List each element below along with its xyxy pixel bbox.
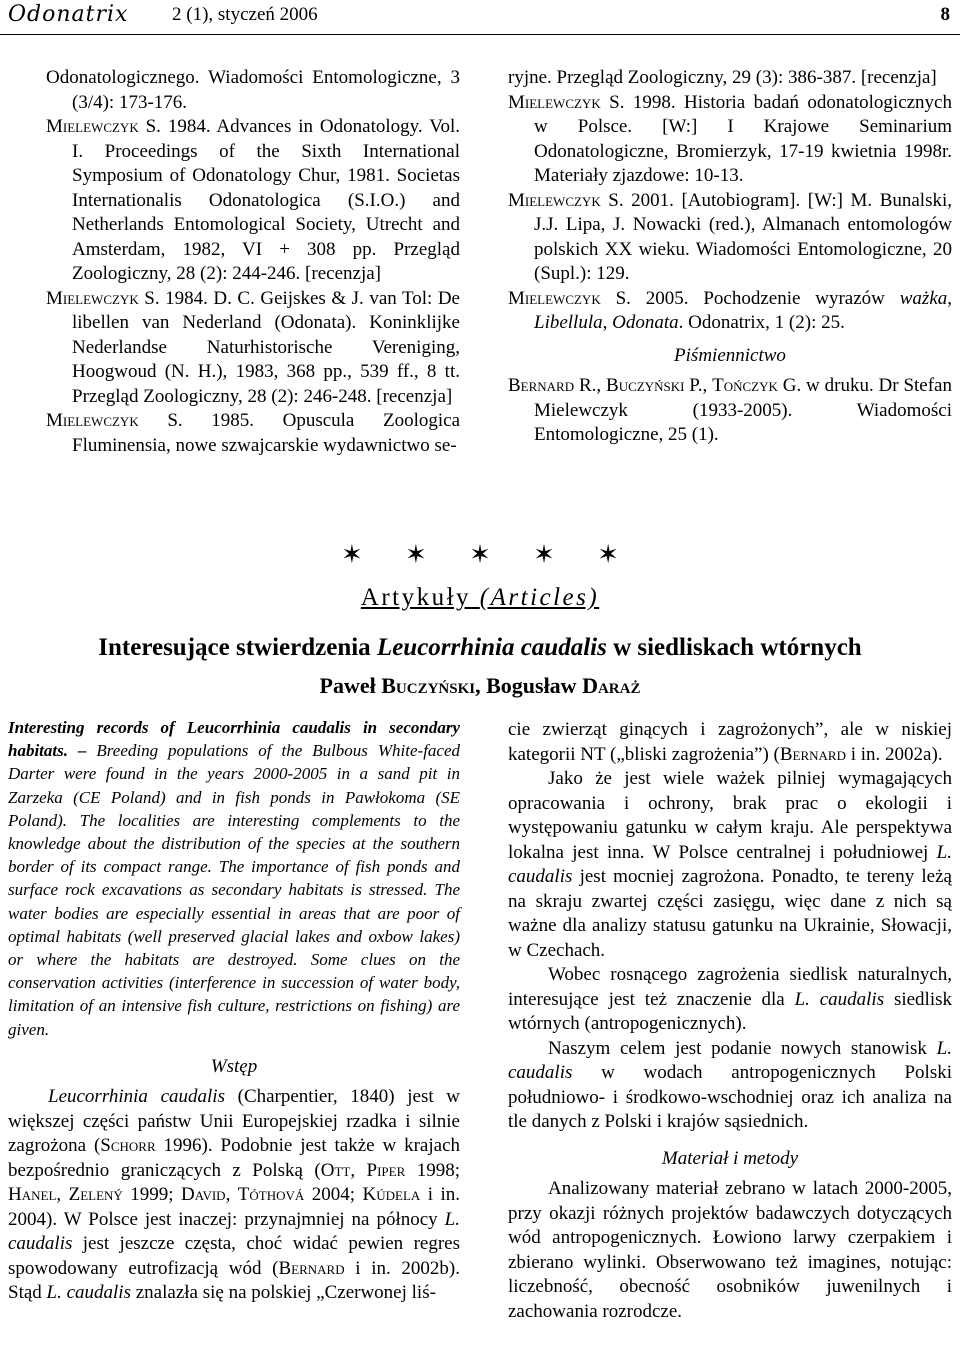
reference-text: , [602,312,613,333]
author-first-name: Paweł [319,673,382,698]
reference-author: Mielewczyk [46,116,139,137]
reference-author: Bernard [508,375,575,396]
journal-title: Odonatrix [8,2,129,27]
reference-text: . Odonatrix, 1 (2): 25. [678,312,845,333]
reference-text: P., [684,375,713,396]
reference-author: Mielewczyk [508,287,601,309]
article-title-species: Leucorrhinia caudalis [376,634,607,661]
intro-heading: Wstęp [210,1055,258,1077]
reference-italic: ważka [899,287,948,309]
body-paragraph: Jako że jest wiele ważek pilniej wymagających opracowania i ochrony, brak prac o ekologii i występowaniu gatunku w całym kraju. Ale perspektywa lokalna jest inna. W Polsce centralnej i południowej L. caudalis jest mocniej zagrożona. Ponadto, te tereny leżą na skraju zwartej części zasięgu, więc dane z nich są ważne dla analizy statusu gatunku na Ukrainie, Słowacji, w Czechach. [508,768,952,961]
reference-text: R., [574,375,607,396]
reference-author: Mielewczyk [46,410,139,431]
reference-author: Mielewczyk [508,189,601,211]
reference-entry [46,66,460,115]
abstract-title: Interesting records of Leucorrhinia caudalis in secondary habitats. [8,718,460,761]
body-paragraph: Analizowany materiał zebrano w latach 2000-2005, przy okazji różnych projektów badawczych dotyczących wód antropogenicznych. Łowiono larwy czerpakiem i zbierano wylinki. Obserwowano też imagines, notując: liczebność, obecność osobników juwenilnych i zachowania rozrodcze. [508,1178,952,1322]
references-right-column [508,66,952,448]
author-separator: , [475,673,487,698]
reference-italic: Libellula [534,312,603,333]
reference-text: S. 1998. Historia badań odonatologicznych w Polsce. [W:] I Krajowe Seminarium Odonatologiczne, Bromierzyk, 17-19 kwietnia 1998r. Materiały zjazdowe: 10-13. [534,91,952,186]
reference-author: Mielewczyk [46,287,139,309]
reference-text: S. 1984. Advances in Odonatology. Vol. I. Proceedings of the Sixth International Symposium of Odonatology Chur, 1981. Societas Internationalis Odonatologica (S.I.O.) and Netherlands Entomological Society, Utrecht and Amsterdam, 1982, VI + 308 pp. Przegląd Zoologiczny, 28 (2): 244-246. [recenzja] [72,116,460,284]
abstract-body: Breeding populations of the Bulbous White-faced Darter were found in the years 2000-2005 in a sand pit in Zarzeka (CE Poland) and in fish ponds in Pawłokoma (SE Poland). The localities are interesting complements to the knowledge about the distribution of the species at the southern border of its compact range. The importance of fish ponds and surface rock excavations as secondary habitats is stressed. The water bodies are especially essential in areas that are poor of optimal habitats (well preserved glacial lakes and oxbow lakes) or where the habitats are destroyed. Some clues on the conservation activities (interference in succession of water body, limitation of an intensive fish culture, restrictions on fishing) are given. [8,741,461,1039]
reference-author: Buczyński [606,375,685,396]
article-authors [0,673,960,699]
reference-text: S. 2001. [Autobiogram]. [W:] M. Bunalski, J.J. Lipa, J. Nowacki (red.), Almanach entomologów polskich XX wieku. Wiadomości Entomologiczne, 20 (Supl.): 129. [534,189,952,284]
reference-entry [508,374,952,448]
reference-text: ryjne. Przegląd Zoologiczny, 29 (3): 386-387. [recenzja] [508,67,937,88]
author-first-name: Bogusław [486,673,583,698]
article-title-text: w siedliskach wtórnych [606,634,862,661]
body-paragraph: cie zwierząt ginących i zagrożonych”, ale w niskiej kategorii NT („bliski zagrożenia”) (Bernard i in. 2002a). [508,719,952,765]
page-header [0,0,960,36]
author-last-name: Daraż [582,673,641,698]
reference-author: Mielewczyk [508,91,601,113]
reference-entry [46,115,460,287]
reference-text: Odonatologicznego. Wiadomości Entomologiczne, 3 (3/4): 173-176. [46,67,460,113]
star-separator: ✶ ✶ ✶ ✶ ✶ [341,540,619,570]
intro-paragraph: Leucorrhinia caudalis (Charpentier, 1840) jest w większej części państw Unii Europejskiej rzadka i silnie zagrożona (Schorr 1996). Podobnie jest także w krajach bezpośrednio graniczących z Polską (Ott, Piper 1998; Hanel, Zelený 1999; David, Tóthová 2004; Kúdela i in. 2004). W Polsce jest inaczej: przynajmniej na północy L. caudalis jest jeszcze częsta, choć widać pewien regres spowodowany eutrofizacją wód (Bernard i in. 2002b). Stąd L. caudalis znalazła się na polskiej „Czerwonej liś- [8,1086,461,1304]
page-number: 8 [940,4,950,25]
body-paragraph: Wobec rosnącego zagrożenia siedlisk naturalnych, interesujące jest też znaczenie dla L. caudalis siedlisk wtórnych (antropogenicznych). [508,964,953,1034]
body-paragraph: Naszym celem jest podanie nowych stanowisk L. caudalis w wodach antropogenicznych Polski południowo- i środkowo-wschodniej oraz ich analiza na tle danych z Polski i krajów sąsiednich. [508,1037,952,1132]
section-title-english: (Articles) [479,584,600,611]
section-title-main: Artykuły [360,584,472,611]
reference-entry [46,287,460,410]
reference-entry [46,409,460,458]
reference-entry [508,189,952,287]
issue-info: 2 (1), styczeń 2006 [172,4,318,25]
methods-heading: Materiał i metody [661,1147,799,1169]
references-left-column [46,66,460,458]
reference-text: S. 1985. Opuscula Zoologica Fluminensia, nowe szwajcarskie wydawnictwo se- [72,410,460,456]
bibliography-heading: Piśmiennictwo [674,344,786,366]
reference-text: S. 1984. D. C. Geijskes & J. van Tol: De libellen van Nederland (Odonata). Koninklijke Nederlandse Naturhistorische Vereniging, Hoogwoud (N. H.), 1983, 368 pp., 539 ff., 8 tt. Przegląd Zoologiczny, 28 (2): 246-248. [recenzja] [72,287,460,407]
abstract-dash: – [68,741,97,761]
section-title [0,584,960,612]
reference-entry [508,287,952,336]
article-left-column [8,716,460,1306]
reference-text: S. 2005. Pochodzenie wyrazów [600,287,900,309]
article-title-text: Interesujące stwierdzenia [98,634,377,661]
article-right-column [508,718,952,1324]
reference-italic: Odonata [612,312,679,333]
reference-entry [508,66,952,91]
reference-entry [508,91,952,189]
reference-author: Tończyk [712,375,778,396]
author-last-name: Buczyński [381,673,476,698]
abstract [8,716,460,1041]
article-title [0,634,960,662]
reference-text: G. w druku. Dr Stefan Mielewczyk (1933-2005). Wiadomości Entomologiczne, 25 (1). [534,375,952,445]
reference-text: , [947,287,952,309]
header-rule [0,34,960,35]
